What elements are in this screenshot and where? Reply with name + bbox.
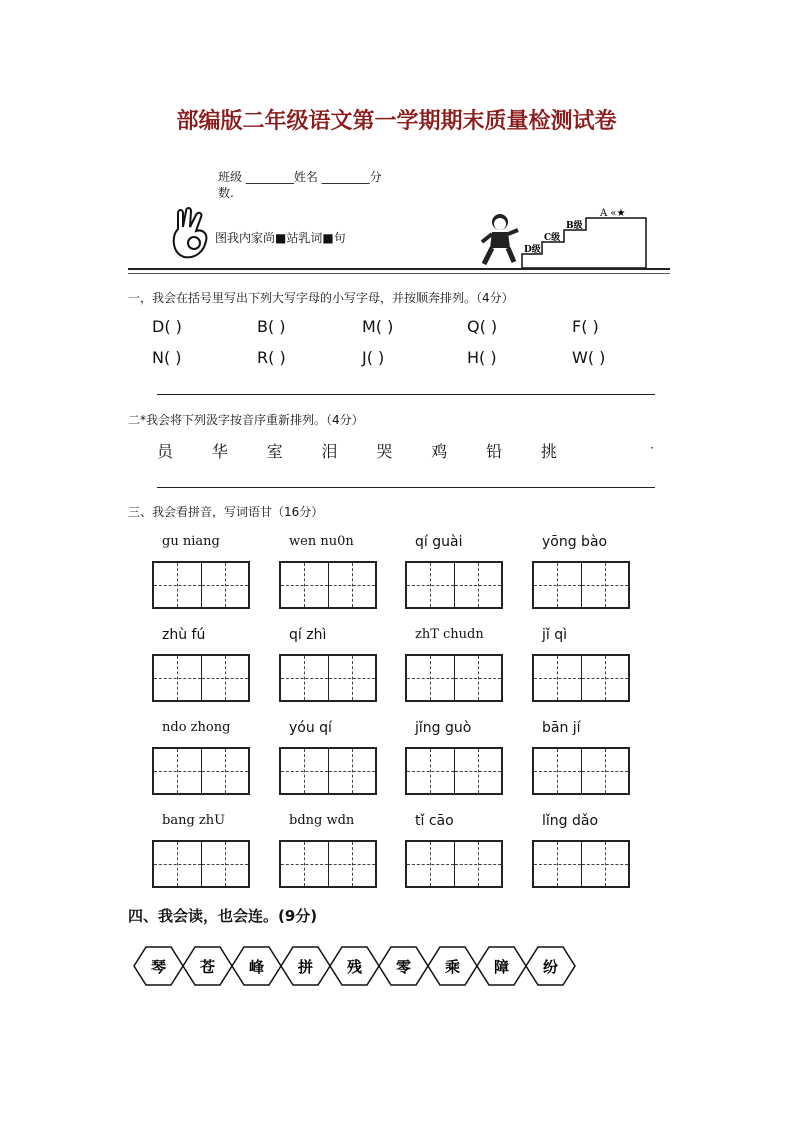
tianzige-cell[interactable] — [455, 749, 502, 793]
pinyin-label: jǐng guò — [415, 720, 472, 736]
tianzige-cell[interactable] — [281, 656, 329, 700]
pinyin-label: yōng bào — [542, 534, 608, 550]
tianzige-writing-box[interactable] — [532, 561, 630, 609]
pinyin-label: lǐng dǎo — [542, 813, 599, 829]
running-boy-icon — [478, 212, 522, 270]
tianzige-cell[interactable] — [281, 563, 329, 607]
q2-answer-line — [157, 487, 655, 488]
pinyin-label: bdng wdn — [289, 813, 355, 828]
letter-item: H( ) — [467, 348, 497, 367]
motto-text: 图我内家尚■站乳词■句 — [215, 231, 346, 245]
tianzige-cell[interactable] — [534, 749, 582, 793]
ok-hand-icon — [170, 205, 214, 261]
tianzige-cell[interactable] — [329, 842, 376, 886]
tianzige-cell[interactable] — [534, 656, 582, 700]
tianzige-cell[interactable] — [534, 563, 582, 607]
char-item: 室 — [266, 442, 283, 461]
pinyin-label: yóu qí — [289, 720, 332, 736]
pinyin-label: zhT chudn — [415, 627, 484, 642]
q3-heading: 三、我会看拼音，写词语甘（16分） — [128, 505, 324, 519]
tianzige-cell[interactable] — [582, 563, 629, 607]
hexagon-char: 苍 — [199, 958, 216, 976]
letter-item: M( ) — [362, 317, 394, 336]
tianzige-cell[interactable] — [407, 842, 455, 886]
tianzige-cell[interactable] — [154, 749, 202, 793]
hexagon-char-item[interactable] — [183, 947, 232, 985]
tianzige-cell[interactable] — [329, 749, 376, 793]
page-title: 部编版二年级语文第一学期期末质量检测试卷 — [176, 108, 617, 134]
pinyin-label: wen nu0n — [289, 534, 354, 549]
tianzige-cell[interactable] — [281, 842, 329, 886]
pinyin-label: bān jí — [542, 720, 581, 736]
hexagon-char-item[interactable] — [281, 947, 330, 985]
tianzige-cell[interactable] — [154, 656, 202, 700]
header-rule — [128, 268, 670, 270]
stair-label-a: A «★ — [600, 208, 626, 219]
stair-label-c: C级 — [544, 233, 561, 243]
letter-item: B( ) — [257, 317, 286, 336]
stair-label-b: B级 — [566, 221, 583, 231]
tianzige-cell[interactable] — [455, 842, 502, 886]
q2-heading: 二*我会将下列汲字按音序重新排列。（4分） — [128, 413, 364, 427]
letter-item: R( ) — [257, 348, 286, 367]
tianzige-cell[interactable] — [582, 656, 629, 700]
letter-item: J( ) — [362, 348, 385, 367]
student-info — [218, 169, 418, 201]
tianzige-cell[interactable] — [582, 842, 629, 886]
letter-item: N( ) — [152, 348, 182, 367]
tianzige-writing-box[interactable] — [532, 654, 630, 702]
pinyin-label: gu niang — [162, 534, 220, 549]
tianzige-cell[interactable] — [582, 749, 629, 793]
letter-item: F( ) — [572, 317, 599, 336]
hexagon-char-item[interactable] — [134, 947, 183, 985]
tianzige-writing-box[interactable] — [279, 561, 377, 609]
tianzige-writing-box[interactable] — [152, 654, 250, 702]
tianzige-cell[interactable] — [202, 749, 249, 793]
hexagon-char: 峰 — [248, 958, 265, 976]
tianzige-writing-box[interactable] — [279, 747, 377, 795]
pinyin-label: qí zhì — [289, 627, 327, 643]
tianzige-writing-box[interactable] — [532, 840, 630, 888]
q1-letter-row-1 — [152, 317, 662, 336]
tianzige-cell[interactable] — [329, 656, 376, 700]
hexagon-char: 拼 — [297, 958, 314, 976]
stair-label-d: D级 — [524, 245, 541, 255]
score-line-end: 数. — [218, 186, 234, 200]
hexagon-char: 障 — [493, 958, 510, 976]
pinyin-label: bang zhU — [162, 813, 226, 828]
pinyin-label: qí guài — [415, 534, 463, 550]
char-item: 铅 — [486, 442, 503, 461]
tianzige-cell[interactable] — [534, 842, 582, 886]
tianzige-writing-box[interactable] — [152, 747, 250, 795]
tianzige-cell[interactable] — [154, 563, 202, 607]
tianzige-writing-box[interactable] — [405, 747, 503, 795]
hexagon-char: 残 — [346, 958, 363, 976]
tianzige-writing-box[interactable] — [405, 561, 503, 609]
tianzige-writing-box[interactable] — [405, 840, 503, 888]
pinyin-label: tǐ cāo — [415, 813, 454, 829]
tianzige-cell[interactable] — [202, 842, 249, 886]
tianzige-cell[interactable] — [281, 749, 329, 793]
hexagon-char-item[interactable] — [526, 947, 575, 985]
tianzige-cell[interactable] — [329, 563, 376, 607]
tianzige-cell[interactable] — [407, 656, 455, 700]
letter-item: W( ) — [572, 348, 606, 367]
hexagon-char-item[interactable] — [232, 947, 281, 985]
header-rule-thin — [128, 273, 670, 274]
tianzige-cell[interactable] — [455, 656, 502, 700]
q2-char-row — [157, 439, 557, 462]
pinyin-label: zhù fú — [162, 627, 206, 643]
hexagon-char-item[interactable] — [428, 947, 477, 985]
tianzige-writing-box[interactable] — [279, 840, 377, 888]
q1-heading: 一，我会在括号里写出下列大写字母的小写字母，并按顺奔排列。（4分） — [128, 291, 514, 305]
char-item: 鸡 — [431, 442, 448, 461]
tianzige-cell[interactable] — [154, 842, 202, 886]
q4-heading: 四、我会读，也会连。(9分) — [128, 907, 318, 925]
tianzige-cell[interactable] — [202, 563, 249, 607]
hexagon-char-item[interactable] — [477, 947, 526, 985]
letter-item: Q( ) — [467, 317, 498, 336]
q1-answer-line — [157, 394, 655, 395]
letter-item: D( ) — [152, 317, 182, 336]
tianzige-cell[interactable] — [407, 563, 455, 607]
level-stairs-icon — [520, 204, 650, 270]
pinyin-label: jǐ qì — [542, 627, 568, 643]
tianzige-cell[interactable] — [455, 563, 502, 607]
q1-letter-row-2 — [152, 348, 662, 367]
q2-stray-mark: · — [650, 441, 654, 455]
hexagon-char: 零 — [395, 958, 412, 976]
hexagon-char: 乘 — [444, 958, 461, 976]
char-item: 泪 — [321, 442, 338, 461]
tianzige-writing-box[interactable] — [152, 561, 250, 609]
q4-hexagon-row — [132, 946, 582, 988]
pinyin-label: ndo zhong — [162, 720, 231, 735]
hexagon-char: 琴 — [150, 958, 167, 976]
tianzige-cell[interactable] — [202, 656, 249, 700]
char-item: 挑 — [540, 442, 557, 461]
char-item: 华 — [211, 442, 228, 461]
char-item: 员 — [157, 442, 174, 461]
tianzige-cell[interactable] — [407, 749, 455, 793]
hexagon-char-item[interactable] — [379, 947, 428, 985]
tianzige-writing-box[interactable] — [279, 654, 377, 702]
char-item: 哭 — [376, 442, 393, 461]
tianzige-writing-box[interactable] — [152, 840, 250, 888]
hexagon-char: 纷 — [542, 958, 559, 976]
tianzige-writing-box[interactable] — [405, 654, 503, 702]
class-name-score-line: 班级 ________姓名 ________分 — [218, 170, 382, 184]
hexagon-char-item[interactable] — [330, 947, 379, 985]
tianzige-writing-box[interactable] — [532, 747, 630, 795]
